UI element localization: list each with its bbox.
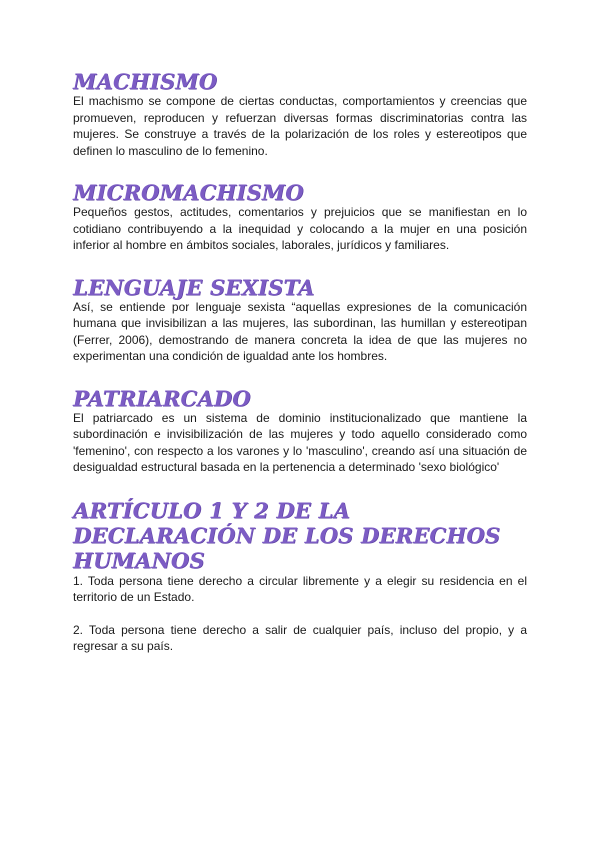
section-lenguaje-sexista: [73, 276, 527, 365]
section-derechos-humanos: [73, 498, 527, 655]
paragraph-articulo-2: 2. Toda persona tiene derecho a salir de cualquier país, incluso del propio, y a regresar a su país.: [73, 622, 527, 653]
paragraph-machismo: El machismo se compone de ciertas conductas, comportamientos y creencias que promueven, reproducen y refuerzan diversas formas discriminatorias contra las mujeres. Se construye a través de la polarización de los roles y estereotipos que definen lo masculino de lo femenino.: [73, 94, 527, 158]
section-micromachismo: [73, 181, 527, 254]
section-patriarcado: [73, 387, 527, 476]
paragraph-micromachismo: Pequeños gestos, actitudes, comentarios y prejuicios que se manifiestan en lo cotidiano contribuyendo a la inequidad y colocando a la mujer en una posición inferior al hombre en ámbitos sociales, laborales, jurídicos y familiares.: [73, 205, 527, 252]
heading-machismo: MACHISMO: [73, 69, 218, 94]
heading-micromachismo: MICROMACHISMO: [73, 180, 304, 205]
section-machismo: [73, 70, 527, 159]
heading-patriarcado: PATRIARCADO: [73, 385, 251, 411]
heading-derechos-humanos: ARTÍCULO 1 Y 2 DE LA DECLARACIÓN DE LOS DERECHOS HUMANOS: [73, 497, 501, 573]
paragraph-patriarcado: El patriarcado es un sistema de dominio institucionalizado que mantiene la subordinación e invisibilización de las mujeres y todo aquello considerado como 'femenino', con respecto a los varones y lo 'masculino', creando así una situación de desigualdad estructural basada en la pertenencia a determinado 'sexo biológico': [73, 410, 527, 474]
heading-lenguaje-sexista: LENGUAJE SEXISTA: [73, 274, 315, 300]
paragraph-articulo-1: 1. Toda persona tiene derecho a circular libremente y a elegir su residencia en el territorio de un Estado.: [73, 573, 527, 604]
paragraph-lenguaje-sexista: Así, se entiende por lenguaje sexista “aquellas expresiones de la comunicación humana que invisibilizan a las mujeres, las subordinan, las humillan y estereotipan (Ferrer, 2006), demostrando de manera concreta la idea de que las mujeres no experimentan una condición de igualdad ante los hombres.: [73, 299, 527, 363]
